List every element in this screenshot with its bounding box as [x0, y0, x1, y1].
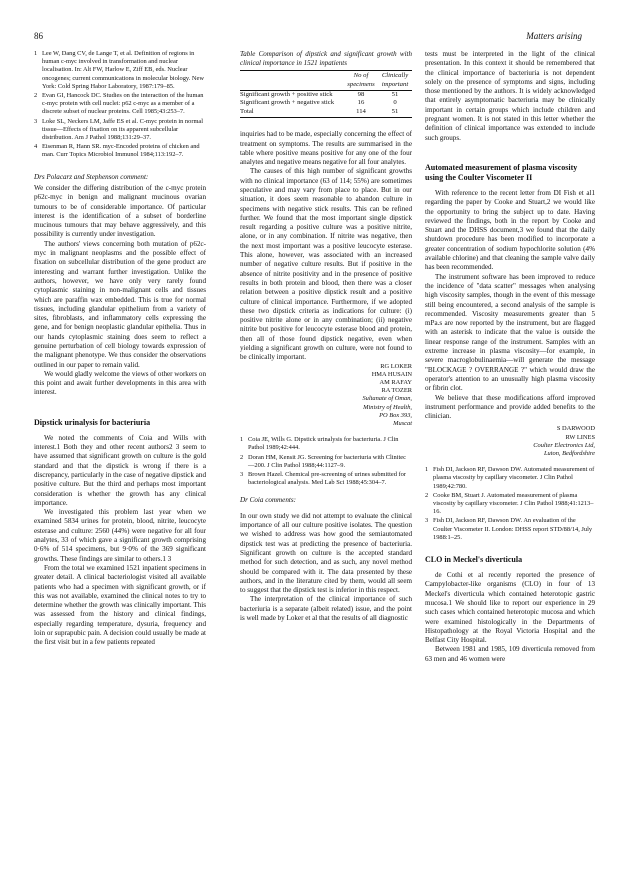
signature-block: RG LOKER HMA HUSAIN AM RAFAY RA TOZER Sultanate of Oman, Ministry of Health, PO Box 393, Muscat	[362, 362, 412, 428]
paragraph: tests must be interpreted in the light of the clinical presentation. In this context it should be remembered that the clinical importance of bacteriuria is not dependent solely on the presence of symptoms and signs, including those mentioned by the authors. It is widely acknowledged that entirely asymptomatic bacteriuria may be clinically important in certain groups which include children and pregnant women. It is not stated in this letter whether the definition of clinical importance was extended to include such groups.	[425, 50, 595, 142]
paragraph: Between 1981 and 1985, 109 diverticula removed from 63 men and 46 women were	[425, 645, 595, 663]
table-row: Significant growth + positive stick 98 51	[240, 91, 399, 98]
article-heading-dipstick: Dipstick urinalysis for bacteriuria	[34, 417, 151, 427]
reference-list-top	[34, 50, 206, 160]
table-header: Clinically important	[378, 71, 412, 91]
reference-item: 1 Fish DI, Jackson RF, Dawson DW. Automated measurement of plasma viscosity by capillary viscometer. J Clin Pathol 1989;42:780.	[425, 466, 595, 490]
paragraph: From the total we examined 1521 inpatient specimens in greater detail. A clinical bacteriologist visited all available patients who had a specimen with significant growth, or if this was not available, examined the clinical notes to try to determine whether the growth was clinically important. This was assessed from the history and clinical findings, especially regarding temperature, dysuria, frequency and loin or suprapubic pain. A decision could usually be made at the first visit but in a few patients repeated	[34, 563, 206, 647]
paragraph: The authors' views concerning both mutation of p62c-myc in malignant neoplasms and the possible effect of fixation on subcellular distribution of the gene product are interesting and warrant further investigation. Unlike the authors, however, we have only very rarely found cytoplasmic staining in non-malignant cells and tissues which are paraffin wax embedded. This is true for normal tissues, including glandular epithelium from a variety of sites, fibroblasts, and inflammatory cells expressing the gene, and for benign neoplastic glandular epithelia. Thus in our hands cytoplasmic staining does seem to reflect a genuine perturbation of cell biology towards expression of the malignant phenotype. We thus consider the observations outlined in our paper to remain valid.	[34, 239, 206, 369]
paragraph: We believe that these modifications afford improved instrument performance and provide added benefits to the clinician.	[425, 393, 595, 421]
comparison-table	[240, 70, 412, 118]
paragraph: The causes of this high number of significant growths with no clinical importance (63 of 114; 55%) are sometimes speculative and may vary from place to place. But in our situation, it does seem reasonable to abandon culture in specimens with negative stick results. This can be refined further. We found that the most important single dipstick result regarding a positive culture was a positive nitrite, alone, or in any combination. If nitrite was negative, then the next most important was a positive leucocyte esterase. This alone, however, was associated with an increased number of negative culture results. But if positive in the absence of nitrite positivity and in the presence of positive results in both protein and blood, then there was a closer relation between a positive dipstick result and a positive culture of clinical importance. Furthermore, if we adopted these two dipstick criteria as indications for culture: (i) positive nitrite alone or in any combination; (ii) negative nitrite but positive for leucocyte esterase blood and protein, then all of those found dipstick negative, even when yielding a significant growth on culture, were not found to be clinically important.	[240, 167, 412, 362]
reference-list	[240, 436, 412, 487]
reference-item: 2 Cooke BM, Stuart J. Automated measurement of plasma viscosity by capillary viscometer. J Clin Pathol 1988;41:1213–16.	[425, 491, 594, 516]
paragraph: We would gladly welcome the views of other workers on this point and await further developments in this area with interest.	[34, 369, 206, 397]
paragraph: We investigated this problem last year when we examined 5834 urines for protein, blood, nitrite, leucocyte esterase and culture: 2560 (44%) were negative for all four analytes, 33 of which gave a significant growth comprising 0·6% of 514 specimens, but 9·0% of the 369 significant growths. These findings are similar to others.1 3	[34, 508, 206, 563]
reference-item: 3 Brown Hazel. Chemical pre-screening of urines submitted for bacteriological analysis. Med Lab Sci 1988;45:304–7.	[240, 471, 406, 487]
reference-item: 1 Lee W, Dang CV, de Lange T, et al. Definition of regions in human c-myc involved in transformation and nuclear localisation. In: Alt FW, Harlow E, Ziff EB, eds. Nuclear oncogenes; current communications in molecular biology. New York: Cold Spring Habor Laboratory, 1987:179–85.	[34, 50, 204, 90]
page-number: 86	[34, 31, 43, 41]
reference-list	[425, 466, 595, 542]
table-header: No of specimens	[344, 71, 378, 91]
column-1	[34, 50, 206, 648]
table-row-total: Total 114 51	[240, 108, 412, 118]
article-heading-clo: CLO in Meckel's diverticula	[425, 555, 523, 565]
table-row: Significant growth + negative stick 16 0	[240, 99, 397, 107]
article-heading-viscosity: Automated measurement of plasma viscosity using the Coulter Viscometer II	[425, 162, 578, 182]
paragraph: de Cothi et al recently reported the presence of Campylobacter-like organisms (CLO) in four of 13 Meckel's diverticula which contained heterotopic gastric mucosa.1 We should like to report our experience in 29 such cases which contained heterotopic mucosa and which were examined histologically in the Departments of Histopathology at the Royal Victoria Hospital and the Belfast City Hospital.	[425, 571, 595, 645]
running-head: Matters arising	[526, 31, 582, 41]
column-3	[425, 50, 595, 664]
reference-item: 1 Coia JE, Wills G. Dipstick urinalysis for bacteriuria. J Clin Pathol 1989;42:444.	[240, 436, 399, 452]
comment-heading: Drs Polacarz and Stephenson comment:	[34, 172, 149, 181]
comment-heading: Dr Coia comments:	[240, 496, 296, 505]
reference-item: 3 Fish DI, Jackson RF, Dawson DW. An evaluation of the Coulter Viscometer II. London: DHSS report STD/88/14, July 1988:1–25.	[425, 517, 593, 541]
reference-item: 2 Evan GI, Hancock DC. Studies on the interaction of the human c-myc protein with cell nuclei: p62 c-myc as a member of a discrete subset of nuclear proteins. Cell 1985;43:253–7.	[34, 92, 204, 116]
paragraph: We noted the comments of Coia and Wills with interest.1 Both they and other recent authors2 3 seem to have assumed that significant growth on culture is the gold standard and that the dipstick is wrong if there is a discrepancy, particularly in the case of negative dipstick and positive culture. But the third and perhaps most important consideration is whether the growth has any clinical importance.	[34, 433, 206, 507]
paragraph: In our own study we did not attempt to evaluate the clinical importance of all our culture positive isolates. The question we wished to address was how good the semiautomated dipstick test was at predicting the presence of bacteriuria. Significant growth on culture is the accepted standard method for such detection, and as such, any novel method should be compared with it. The data presented by these authors, and in the literature cited by them, would all seem to suggest that the dipstick test is inferior in this respect.	[240, 511, 412, 595]
reference-item: 2 Doran HM, Kensit JG. Screening for bacteriuria with Clinitec—200. J Clin Pathol 1988;44:1127–9.	[240, 453, 406, 469]
paragraph: With reference to the recent letter from DI Fish et al1 regarding the paper by Cooke and Stuart,2 we would like the opportunity to bring the subject up to date. Having reviewed the findings, both in the report by Cooke and Stuart and the DHSS document,3 we found that the daily shutdown procedure has been modified to incorporate a greater concentration of sodium hypochlorite solution (4% available chlorine) and that cleaning the sample valve daily has been recommended.	[425, 188, 595, 272]
column-2	[240, 50, 412, 623]
table-title: Table Comparison of dipstick and significant growth with clinical importance in 1521 inpatients	[240, 50, 412, 67]
reference-item: 3 Loke SL, Neckers LM, Jaffe ES et al. C-myc protein in normal tissue—Effects of fixation on its apparent subcellular distribution. Am J Pathol 1988;131:29–37.	[34, 117, 204, 142]
reference-item: 4 Eisenman R, Hann SR. myc-Encoded proteins of chicken and man. Curr Topics Microbiol Immunol 1984;113:192–7.	[34, 143, 200, 159]
paragraph: We consider the differing distribution of the c-myc protein p62c-myc in benign and malignant mucinous ovarian tumours to be of considerable importance. Of particular interest is the identification of a subset of borderline mucinous tumours that may behave aggressively, and this possibility is currently under investigation.	[34, 183, 206, 239]
paragraph: The interpretation of the clinical importance of such bacteriuria is a separate (albeit related) issue, and the point is well made by Loker et al that the results of all diagnostic	[240, 595, 412, 623]
paragraph: The instrument software has been improved to reduce the incidence of "data scatter" messages when analysing high viscosity samples, though in the event of this message still being encountered, a second analysis of the sample is recommended. Viscosity measurements greater than 5 mPa.s are now reported by the instrument, but are flagged with an asterisk to indicate that the value is outside the linear response range of the instrument. Samples with an extreme increase in plasma viscosity—for example, in severe macroglobulinaemia—will generate the message "BLOCKAGE ? OVERRANGE ?" which would draw the operator's attention to an unusually high plasma viscosity or fibrin clot.	[425, 272, 595, 393]
signature-block: S DARWOOD RW LINES Coulter Electronics Ltd, Luton, Bedfordshire	[533, 425, 595, 457]
paragraph: inquiries had to be made, especially concerning the effect of treatment on symptoms. The results are summarised in the table where positive means positive for any one of the four analytes and negative means negative for all four analytes.	[240, 130, 412, 167]
